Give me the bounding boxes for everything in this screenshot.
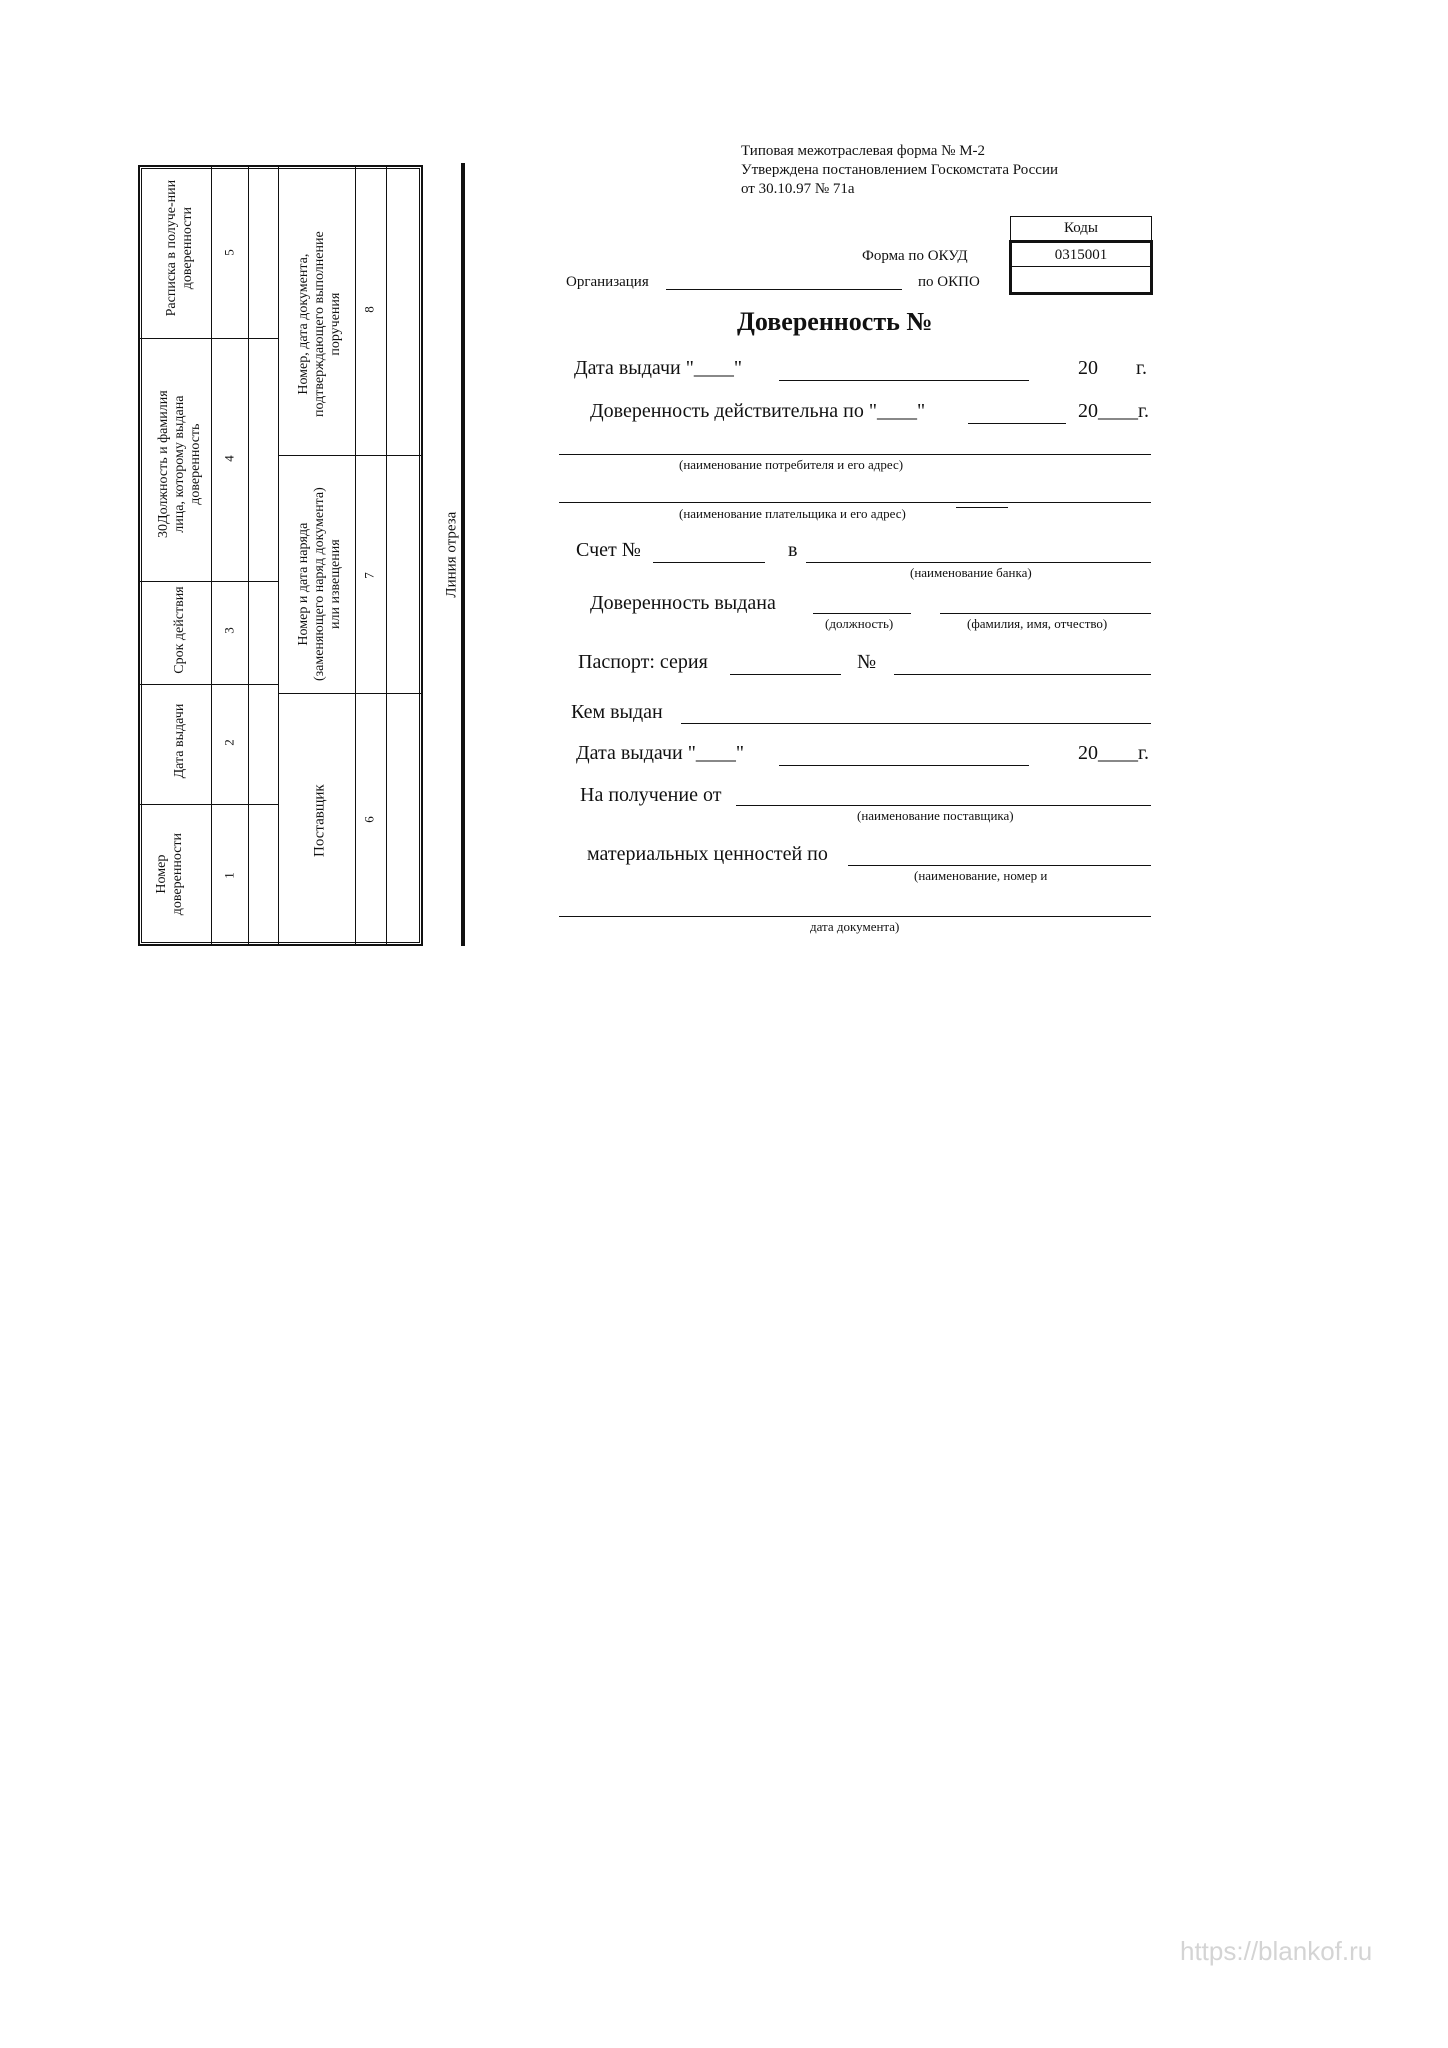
col-header-4: 30Должность и фамилия лица, которому выдана доверенность	[155, 390, 204, 538]
fio-caption: (фамилия, имя, отчество)	[967, 616, 1108, 631]
col-header-1: Номер доверенности	[153, 832, 185, 916]
col-number-8: 8	[361, 306, 377, 313]
supplier-field[interactable]	[736, 805, 1151, 806]
col-number-2: 2	[221, 739, 237, 746]
valid-until-label: Доверенность действительна по "____"	[590, 400, 926, 422]
account-label: Счет №	[576, 539, 641, 561]
col-number-3: 3	[221, 627, 237, 634]
passport-issue-date-field[interactable]	[779, 765, 1029, 766]
fio-field[interactable]	[940, 613, 1151, 614]
account-field[interactable]	[653, 562, 765, 563]
passport-issue-year: 20____г.	[1078, 742, 1149, 764]
valid-until-year: 20____г.	[1078, 400, 1149, 422]
page-title: Доверенность №	[737, 307, 933, 336]
materials-label: материальных ценностей по	[587, 843, 828, 865]
codes-title: Коды	[1063, 220, 1099, 236]
supplier-header: Поставщик	[311, 784, 328, 857]
cut-line-label: Линия отреза	[443, 511, 460, 598]
document-field-2[interactable]	[559, 916, 1151, 917]
col-number-4: 4	[221, 455, 237, 462]
position-field[interactable]	[813, 613, 911, 614]
passport-number-field[interactable]	[894, 674, 1151, 675]
col-number-1: 1	[221, 872, 237, 879]
bank-in-label: в	[788, 539, 798, 561]
passport-series-label: Паспорт: серия	[578, 651, 708, 673]
supplier-caption: (наименование поставщика)	[857, 808, 1014, 823]
valid-until-month-field[interactable]	[968, 423, 1066, 424]
okud-code: 0315001	[1054, 247, 1108, 263]
okud-label: Форма по ОКУД	[862, 248, 968, 264]
payer-caption: (наименование плательщика и его адрес)	[679, 506, 906, 521]
bank-field[interactable]	[806, 562, 1151, 563]
issued-by-label: Кем выдан	[571, 701, 663, 723]
issue-year-20: 20	[1078, 357, 1098, 379]
issued-by-field[interactable]	[681, 723, 1151, 724]
passport-issue-date-label: Дата выдачи "____"	[576, 742, 745, 764]
organization-label: Организация	[566, 274, 649, 290]
col-number-7: 7	[361, 572, 377, 579]
col-header-5: Расписка в получе-нии доверенности	[163, 179, 195, 317]
payer-field[interactable]	[559, 502, 1151, 503]
issue-date-label: Дата выдачи "____"	[574, 357, 743, 379]
watermark-url[interactable]: https://blankof.ru	[1180, 1936, 1373, 1966]
okpo-label: по ОКПО	[918, 274, 980, 290]
consumer-caption: (наименование потребителя и его адрес)	[679, 457, 904, 472]
col-header-2: Дата выдачи	[171, 703, 187, 779]
passport-series-field[interactable]	[730, 674, 841, 675]
col-header-3: Срок действия	[171, 586, 187, 674]
document-caption-2: дата документа)	[810, 919, 900, 934]
issue-date-month-field[interactable]	[779, 380, 1029, 381]
organization-field[interactable]	[666, 289, 902, 290]
cut-line	[461, 163, 465, 946]
issued-to-label: Доверенность выдана	[590, 592, 776, 614]
document-field[interactable]	[848, 865, 1151, 866]
position-caption: (должность)	[825, 616, 894, 631]
receive-from-label: На получение от	[580, 784, 722, 806]
order-header: Номер и дата наряда (заменяющего наряд документа) или извещения	[295, 487, 344, 682]
form-type-line: Типовая межотраслевая форма № М-2	[741, 143, 986, 159]
issue-year-g: г.	[1136, 357, 1147, 379]
bank-caption: (наименование банка)	[910, 565, 1032, 580]
approval-date-line: от 30.10.97 № 71а	[741, 181, 855, 197]
col-number-5: 5	[221, 249, 237, 256]
col-number-6: 6	[361, 816, 377, 823]
approval-line: Утверждена постановлением Госкомстата России	[741, 162, 1059, 178]
confirmation-header: Номер, дата документа, подтверждающего выполнение поручения	[295, 231, 344, 417]
passport-number-sign: №	[857, 651, 877, 673]
consumer-field[interactable]	[559, 454, 1151, 455]
document-caption-1: (наименование, номер и	[914, 868, 1048, 883]
